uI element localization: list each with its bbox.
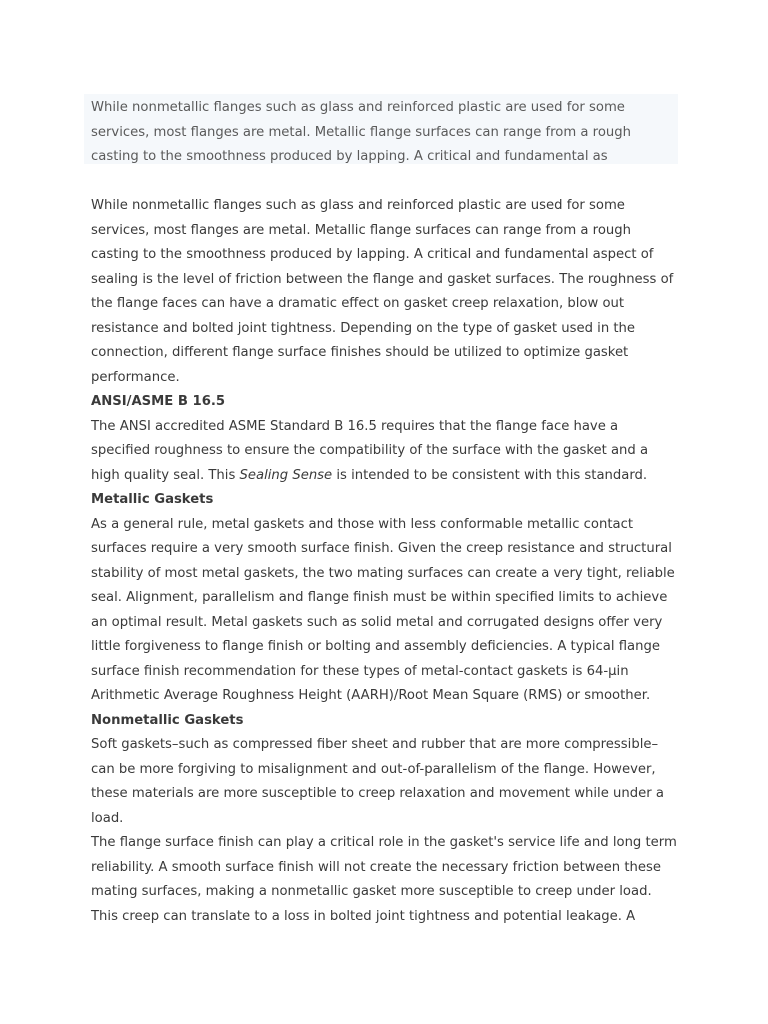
metallic-paragraph <box>91 513 691 709</box>
text-line: reliability. A smooth surface finish will not create the necessary friction between these <box>91 859 661 875</box>
excerpt-line: While nonmetallic flanges such as glass and reinforced plastic are used for some <box>91 100 625 115</box>
text-line: surfaces require a very smooth surface finish. Given the creep resistance and structural <box>91 541 672 556</box>
text-line: little forgiveness to flange finish or bolting and assembly deficiencies. A typical flange <box>91 639 660 654</box>
text-line: Arithmetic Average Roughness Height (AARH)/Root Mean Square (RMS) or smoother. <box>91 688 651 703</box>
text-line: load. <box>91 810 124 826</box>
text-line: connection, different flange surface finishes should be utilized to optimize gasket <box>91 345 629 360</box>
text-line: can be more forgiving to misalignment and out-of-parallelism of the flange. However, <box>91 761 656 777</box>
text-line: surface finish recommendation for these types of metal-contact gaskets is 64-µin <box>91 663 629 679</box>
section-heading-nonmetallic: Nonmetallic Gaskets <box>91 712 244 728</box>
text-line <box>91 464 691 489</box>
text-line: This creep can translate to a loss in bolted joint tightness and potential leakage. A <box>91 908 636 924</box>
excerpt-snippet <box>91 96 691 170</box>
text-line: performance. <box>91 369 180 385</box>
text-line: The ANSI accredited ASME Standard B 16.5 requires that the flange face have a <box>91 418 619 434</box>
excerpt-line: services, most flanges are metal. Metallic flange surfaces can range from a rough <box>91 124 631 140</box>
text-fragment: high quality seal. This <box>91 467 240 483</box>
text-line: stability of most metal gaskets, the two mating surfaces can create a very tight, reliable <box>91 565 675 581</box>
text-line: The flange surface finish can play a critical role in the gasket's service life and long term <box>91 835 677 850</box>
text-line: resistance and bolted joint tightness. Depending on the type of gasket used in the <box>91 320 636 336</box>
text-line: sealing is the level of friction between the flange and gasket surfaces. The roughness of <box>91 271 674 287</box>
text-line: the flange faces can have a dramatic effect on gasket creep relaxation, blow out <box>91 296 625 311</box>
section-heading-metallic: Metallic Gaskets <box>91 492 214 507</box>
article-body <box>91 194 691 929</box>
text-line: specified roughness to ensure the compatibility of the surface with the gasket and a <box>91 443 649 458</box>
section-heading-ansi: ANSI/ASME B 16.5 <box>91 394 226 409</box>
publication-title: Sealing Sense <box>239 467 333 483</box>
excerpt-line: casting to the smoothness produced by lapping. A critical and fundamental as <box>91 149 608 164</box>
text-line: casting to the smoothness produced by lapping. A critical and fundamental aspect of <box>91 247 654 262</box>
text-line: As a general rule, metal gaskets and those with less conformable metallic contact <box>91 516 634 532</box>
text-line: services, most flanges are metal. Metallic flange surfaces can range from a rough <box>91 222 631 238</box>
nonmetallic-paragraph <box>91 733 691 929</box>
text-line: an optimal result. Metal gaskets such as solid metal and corrugated designs offer very <box>91 614 663 630</box>
text-line: these materials are more susceptible to creep relaxation and movement while under a <box>91 786 664 801</box>
text-line: While nonmetallic flanges such as glass and reinforced plastic are used for some <box>91 198 625 213</box>
text-fragment: is intended to be consistent with this standard. <box>332 467 648 483</box>
text-line: seal. Alignment, parallelism and flange finish must be within specified limits to achieve <box>91 590 668 605</box>
intro-paragraph <box>91 194 691 390</box>
text-line: mating surfaces, making a nonmetallic gasket more susceptible to creep under load. <box>91 884 652 899</box>
ansi-paragraph <box>91 415 691 489</box>
text-line: Soft gaskets–such as compressed fiber sheet and rubber that are more compressible– <box>91 737 659 752</box>
